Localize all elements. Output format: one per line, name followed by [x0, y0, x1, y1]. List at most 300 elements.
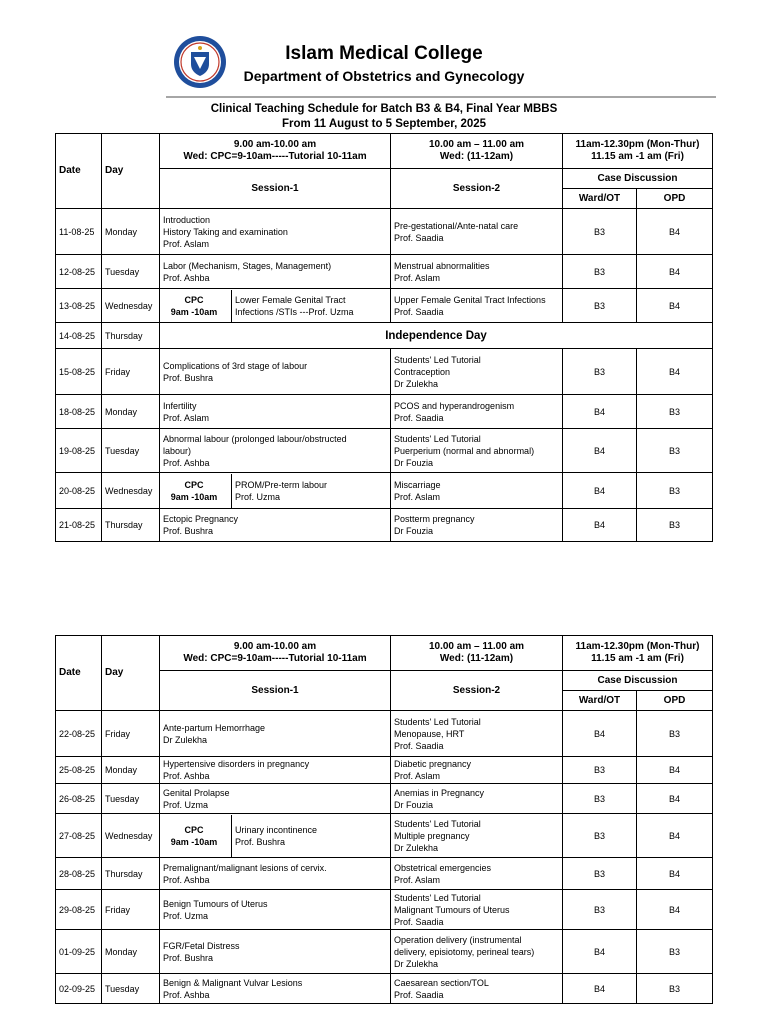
- date-cell: [56, 858, 102, 890]
- schedule-row: [56, 289, 713, 323]
- session1-lines: [163, 940, 387, 964]
- session2-line: Menstrual abnormalities: [394, 260, 490, 271]
- opd-cell: [637, 757, 713, 784]
- date-cell: [56, 814, 102, 858]
- session2-cell: [391, 395, 563, 429]
- opd-label: OPD: [663, 694, 686, 706]
- date-cell: [56, 209, 102, 255]
- day-value: Monday: [105, 406, 138, 417]
- session2-cell: [391, 814, 563, 858]
- session1-line: FGR/Fetal Distress: [163, 940, 240, 951]
- day-value: Friday: [105, 366, 131, 377]
- session2-line: Students' Led Tutorial: [394, 818, 481, 829]
- opd-header: [637, 691, 713, 711]
- ward-batch: B4: [593, 946, 605, 957]
- session1-label: Session-1: [251, 684, 299, 696]
- case-discussion-label: Case Discussion: [597, 172, 678, 184]
- session1-line: Labor (Mechanism, Stages, Management): [163, 260, 332, 271]
- session2-line: Contraception: [394, 366, 451, 377]
- opd-batch: B4: [669, 904, 681, 915]
- session2-cell: [391, 974, 563, 1004]
- header-row-times: [56, 636, 713, 671]
- session1-line: Ectopic Pregnancy: [163, 514, 239, 524]
- day-value: Tuesday: [105, 793, 140, 804]
- ward-ot-label: Ward/OT: [578, 694, 621, 706]
- session1-cell: [160, 473, 391, 509]
- cpc-split: [157, 290, 393, 322]
- session1-line: Hypertensive disorders in pregnancy: [163, 759, 310, 769]
- session1-lines: [163, 758, 387, 782]
- session2-cell: [391, 473, 563, 509]
- session1-line: Urinary incontinence: [235, 824, 318, 835]
- cpc-line: CPC: [184, 294, 204, 305]
- tutorial-block: [232, 815, 393, 857]
- session2-line: Diabetic pregnancy: [394, 759, 472, 769]
- schedule-table-1: [55, 133, 713, 542]
- session2-time-header: [391, 636, 563, 671]
- session1-cell: [160, 349, 391, 395]
- ward-batch: B4: [593, 445, 605, 456]
- opd-batch: B4: [669, 266, 681, 277]
- session1-line: PROM/Pre-term labour: [235, 479, 328, 490]
- session1-line: Ante-partum Hemorrhage: [163, 722, 266, 733]
- session1-cell: [160, 974, 391, 1004]
- session1-line: Dr Zulekha: [163, 734, 208, 745]
- date-cell: [56, 349, 102, 395]
- date-value: 11-08-25: [59, 226, 95, 237]
- date-value: 14-08-25: [59, 330, 96, 341]
- date-value: 02-09-25: [59, 983, 96, 994]
- session2-cell: [391, 509, 563, 542]
- session2-lines: [394, 934, 559, 970]
- day-value: Friday: [105, 728, 131, 739]
- opd-batch: B4: [669, 366, 681, 377]
- ward-ot-cell: [563, 289, 637, 323]
- cpc-split: [157, 474, 393, 508]
- date-value: 20-08-25: [59, 485, 96, 496]
- session2-line: Students' Led Tutorial: [394, 433, 481, 444]
- opd-batch: B4: [669, 830, 681, 841]
- ward-ot-cell: [563, 429, 637, 473]
- session2-lines: [394, 513, 559, 537]
- session2-lines: [394, 354, 559, 390]
- session2-label: Session-2: [452, 182, 501, 194]
- session1-lines: [163, 862, 387, 886]
- session2-line: Prof. Saadia: [394, 306, 444, 317]
- session2-line: Prof. Saadia: [394, 916, 444, 927]
- department-name: Department of Obstetrics and Gynecology: [243, 68, 525, 84]
- ward-ot-cell: [563, 509, 637, 542]
- session2-line: Dr Zulekha: [394, 958, 439, 969]
- session1-line: Infections /STIs ---Prof. Uzma: [235, 306, 354, 317]
- ward-batch: B4: [593, 520, 605, 530]
- case-time-mon-thur: 11am-12.30pm (Mon-Thur): [575, 139, 700, 150]
- day-value: Wednesday: [105, 830, 153, 841]
- cpc-block: [157, 290, 232, 322]
- session1-cell: [160, 858, 391, 890]
- opd-batch: B3: [669, 445, 681, 456]
- session2-line: Puerperium (normal and abnormal): [394, 445, 535, 456]
- schedule-row: [56, 757, 713, 784]
- session2-lines: [394, 787, 559, 811]
- date-value: 26-08-25: [59, 793, 96, 804]
- day-cell: [102, 890, 160, 930]
- session1-line: Prof. Aslam: [163, 238, 210, 249]
- ward-ot-header: [563, 189, 637, 209]
- day-value: Monday: [105, 946, 138, 957]
- day-value: Thursday: [105, 330, 143, 341]
- date-value: 28-08-25: [59, 868, 96, 879]
- cpc-line: 9am -10am: [170, 306, 218, 317]
- ward-batch: B3: [593, 300, 605, 311]
- session2-lines: [394, 892, 559, 928]
- date-value: 13-08-25: [59, 300, 96, 311]
- session2-time: 10.00 am – 11.00 am: [428, 139, 525, 150]
- day-cell: [102, 473, 160, 509]
- case-discussion-header: [563, 169, 713, 189]
- session2-line: Prof. Aslam: [394, 272, 441, 283]
- session1-line: Prof. Aslam: [163, 412, 210, 423]
- session1-cell: [160, 429, 391, 473]
- opd-cell: [637, 209, 713, 255]
- session1-line: Genital Prolapse: [163, 787, 230, 798]
- case-time-fri: 11.15 am -1 am (Fri): [591, 653, 684, 664]
- session1-cell: [160, 930, 391, 974]
- ward-ot-cell: [563, 395, 637, 429]
- date-cell: [56, 757, 102, 784]
- session1-cell: [160, 255, 391, 289]
- session2-line: delivery, episiotomy, perineal tears): [394, 946, 535, 957]
- opd-batch: B3: [669, 520, 681, 530]
- date-value: 29-08-25: [59, 904, 96, 915]
- date-label: Date: [59, 165, 81, 176]
- session2-cell: [391, 858, 563, 890]
- session1-header: [160, 671, 391, 711]
- day-value: Monday: [105, 226, 138, 237]
- session1-line: labour): [163, 445, 192, 456]
- session2-line: Dr Fouzia: [394, 526, 434, 536]
- session2-lines: [394, 479, 559, 503]
- day-label: Day: [105, 667, 124, 678]
- opd-cell: [637, 890, 713, 930]
- college-name: Islam Medical College: [285, 43, 483, 64]
- opd-batch: B3: [669, 946, 681, 957]
- schedule-row: [56, 323, 713, 349]
- session2-label: Session-2: [452, 684, 501, 696]
- session1-time: 9.00 am-10.00 am: [233, 641, 317, 652]
- session2-lines: [394, 220, 559, 244]
- cpc-lines: [171, 479, 218, 503]
- session1-header: [160, 169, 391, 209]
- holiday-label: Independence Day: [385, 329, 487, 342]
- day-cell: [102, 509, 160, 542]
- cpc-block: [157, 474, 232, 508]
- day-cell: [102, 930, 160, 974]
- schedule-row: [56, 509, 713, 542]
- date-cell: [56, 890, 102, 930]
- ward-batch: B3: [593, 366, 605, 377]
- session2-time-header: [391, 134, 563, 169]
- session1-line: Benign Tumours of Uterus: [163, 898, 268, 909]
- session1-label: Session-1: [251, 182, 299, 194]
- day-cell: [102, 974, 160, 1004]
- opd-batch: B4: [669, 300, 681, 311]
- session2-line: Pre-gestational/Ante-natal care: [394, 220, 519, 231]
- day-cell: [102, 323, 160, 349]
- day-cell: [102, 349, 160, 395]
- schedule-row: [56, 930, 713, 974]
- date-value: 22-08-25: [59, 728, 96, 739]
- date-value: 27-08-25: [59, 830, 96, 841]
- session2-line: Students' Led Tutorial: [394, 354, 481, 365]
- session2-line: Prof. Saadia: [394, 232, 444, 243]
- session1-line: History Taking and examination: [163, 226, 288, 237]
- date-value: 18-08-25: [59, 406, 96, 417]
- session1-line: Prof. Ashba: [163, 874, 210, 885]
- session2-lines: [394, 294, 559, 318]
- date-label: Date: [59, 667, 81, 678]
- day-value: Wednesday: [105, 300, 153, 311]
- schedule-title-line2: From 11 August to 5 September, 2025: [281, 118, 487, 130]
- date-cell: [56, 930, 102, 974]
- session1-lines: [163, 360, 387, 384]
- opd-cell: [637, 711, 713, 757]
- day-value: Wednesday: [105, 485, 153, 496]
- session1-time-header: [160, 636, 391, 671]
- session1-cell: [160, 784, 391, 814]
- day-value: Tuesday: [105, 266, 140, 277]
- opd-cell: [637, 429, 713, 473]
- ward-ot-cell: [563, 814, 637, 858]
- schedule-title: [100, 102, 668, 132]
- session1-line: Lower Female Genital Tract: [235, 294, 346, 305]
- session1-line: Abnormal labour (prolonged labour/obstructed: [163, 433, 347, 444]
- ward-ot-cell: [563, 209, 637, 255]
- session1-line: Premalignant/malignant lesions of cervix.: [163, 862, 327, 873]
- schedule-row: [56, 473, 713, 509]
- session1-lines: [163, 787, 387, 811]
- opd-batch: B3: [669, 406, 681, 417]
- session1-lines: [235, 824, 390, 848]
- session2-line: Caesarean section/TOL: [394, 977, 489, 988]
- cpc-line: 9am -10am: [170, 836, 218, 847]
- ward-batch: B4: [593, 485, 605, 496]
- column-header-date: [56, 636, 102, 711]
- date-cell: [56, 473, 102, 509]
- ward-batch: B4: [593, 983, 605, 994]
- session2-cell: [391, 757, 563, 784]
- session1-line: Prof. Uzma: [163, 910, 209, 921]
- opd-header: [637, 189, 713, 209]
- holiday-cell: [160, 323, 713, 349]
- session1-lines: [235, 479, 390, 503]
- session1-lines: [163, 433, 387, 469]
- session1-cell: [160, 395, 391, 429]
- ward-ot-cell: [563, 930, 637, 974]
- opd-cell: [637, 814, 713, 858]
- day-cell: [102, 858, 160, 890]
- date-cell: [56, 784, 102, 814]
- session1-cell: [160, 509, 391, 542]
- session2-wed-note: Wed: (11-12am): [439, 151, 514, 162]
- session1-lines: [163, 260, 387, 284]
- session1-line: Prof. Ashba: [163, 771, 210, 781]
- session1-lines: [163, 977, 387, 1001]
- session2-line: Menopause, HRT: [394, 728, 465, 739]
- session2-cell: [391, 890, 563, 930]
- session2-line: Students' Led Tutorial: [394, 716, 481, 727]
- session2-line: Prof. Aslam: [394, 771, 441, 781]
- opd-batch: B3: [669, 728, 681, 739]
- day-value: Monday: [105, 765, 138, 775]
- ward-batch: B3: [593, 765, 605, 775]
- schedule-row: [56, 784, 713, 814]
- cpc-line: 9am -10am: [170, 491, 218, 502]
- day-value: Thursday: [105, 520, 143, 530]
- case-discussion-time-header: [563, 636, 713, 671]
- day-value: Friday: [105, 904, 131, 915]
- opd-cell: [637, 509, 713, 542]
- session2-header: [391, 169, 563, 209]
- session1-cell: [160, 711, 391, 757]
- ward-ot-cell: [563, 858, 637, 890]
- session2-header: [391, 671, 563, 711]
- ward-batch: B3: [593, 226, 605, 237]
- opd-batch: B4: [669, 868, 681, 879]
- ward-batch: B4: [593, 728, 605, 739]
- session1-line: Prof. Bushra: [163, 952, 214, 963]
- session2-line: Anemias in Pregnancy: [394, 787, 485, 798]
- tutorial-block: [232, 474, 393, 508]
- date-value: 21-08-25: [59, 520, 96, 530]
- session1-line: Benign & Malignant Vulvar Lesions: [163, 977, 303, 988]
- case-discussion-label: Case Discussion: [597, 674, 678, 686]
- session2-line: Malignant Tumours of Uterus: [394, 904, 510, 915]
- cpc-lines: [171, 824, 218, 848]
- date-cell: [56, 429, 102, 473]
- date-value: 19-08-25: [59, 445, 96, 456]
- cpc-line: CPC: [184, 824, 204, 835]
- ward-ot-label: Ward/OT: [578, 192, 621, 204]
- session1-time-header: [160, 134, 391, 169]
- day-label: Day: [105, 165, 124, 176]
- session1-line: Introduction: [163, 214, 211, 225]
- opd-cell: [637, 784, 713, 814]
- cpc-lines: [171, 294, 218, 318]
- session2-line: Miscarriage: [394, 479, 441, 490]
- session1-line: Prof. Ashba: [163, 989, 210, 1000]
- session2-line: Dr Fouzia: [394, 799, 434, 810]
- tutorial-block: [232, 290, 393, 322]
- opd-cell: [637, 395, 713, 429]
- ward-batch: B3: [593, 830, 605, 841]
- day-cell: [102, 814, 160, 858]
- session2-lines: [394, 716, 559, 752]
- session1-cell: [160, 890, 391, 930]
- opd-batch: B3: [669, 983, 681, 994]
- day-value: Tuesday: [105, 445, 140, 456]
- date-cell: [56, 289, 102, 323]
- case-discussion-time-header: [563, 134, 713, 169]
- session2-lines: [394, 433, 559, 469]
- opd-cell: [637, 349, 713, 395]
- session2-line: Prof. Saadia: [394, 412, 444, 423]
- session2-line: Prof. Aslam: [394, 874, 441, 885]
- day-value: Thursday: [105, 868, 143, 879]
- date-value: 01-09-25: [59, 946, 96, 957]
- ward-ot-cell: [563, 974, 637, 1004]
- session1-cell: [160, 757, 391, 784]
- day-cell: [102, 209, 160, 255]
- opd-label: OPD: [663, 192, 686, 204]
- schedule-row: [56, 814, 713, 858]
- ward-ot-header: [563, 691, 637, 711]
- cpc-line: CPC: [184, 479, 204, 490]
- column-header-date: [56, 134, 102, 209]
- column-header-day: [102, 134, 160, 209]
- schedule-row: [56, 209, 713, 255]
- column-header-day: [102, 636, 160, 711]
- session1-line: Prof. Ashba: [163, 457, 210, 468]
- document-header: [0, 0, 768, 130]
- day-cell: [102, 255, 160, 289]
- ward-ot-cell: [563, 784, 637, 814]
- session2-line: Postterm pregnancy: [394, 514, 475, 524]
- session1-time: 9.00 am-10.00 am: [233, 139, 317, 150]
- session2-cell: [391, 209, 563, 255]
- session2-line: Dr Zulekha: [394, 378, 439, 389]
- session1-line: Prof. Uzma: [163, 799, 209, 810]
- date-cell: [56, 974, 102, 1004]
- opd-cell: [637, 858, 713, 890]
- day-cell: [102, 289, 160, 323]
- date-value: 25-08-25: [59, 765, 96, 775]
- date-value: 15-08-25: [59, 366, 96, 377]
- session2-lines: [394, 818, 559, 854]
- header-divider: [166, 96, 716, 98]
- schedule-row: [56, 711, 713, 757]
- ward-ot-cell: [563, 255, 637, 289]
- opd-cell: [637, 473, 713, 509]
- date-cell: [56, 711, 102, 757]
- session2-line: Dr Zulekha: [394, 842, 439, 853]
- header-row-times: [56, 134, 713, 169]
- ward-ot-cell: [563, 890, 637, 930]
- session2-cell: [391, 289, 563, 323]
- session2-line: Multiple pregnancy: [394, 830, 470, 841]
- case-discussion-header: [563, 671, 713, 691]
- session1-lines: [235, 294, 390, 318]
- schedule-row: [56, 858, 713, 890]
- date-cell: [56, 395, 102, 429]
- session2-line: Obstetrical emergencies: [394, 862, 492, 873]
- date-value: 12-08-25: [59, 266, 96, 277]
- schedule-row: [56, 349, 713, 395]
- session2-line: Prof. Saadia: [394, 989, 444, 1000]
- ward-batch: B3: [593, 868, 605, 879]
- day-cell: [102, 429, 160, 473]
- session2-time: 10.00 am – 11.00 am: [428, 641, 525, 652]
- session2-lines: [394, 758, 559, 782]
- session1-lines: [163, 400, 387, 424]
- session1-line: Prof. Ashba: [163, 272, 210, 283]
- case-time-fri: 11.15 am -1 am (Fri): [591, 151, 684, 162]
- schedule-row: [56, 890, 713, 930]
- ward-ot-cell: [563, 473, 637, 509]
- ward-batch: B3: [593, 904, 605, 915]
- session2-cell: [391, 349, 563, 395]
- ward-ot-cell: [563, 757, 637, 784]
